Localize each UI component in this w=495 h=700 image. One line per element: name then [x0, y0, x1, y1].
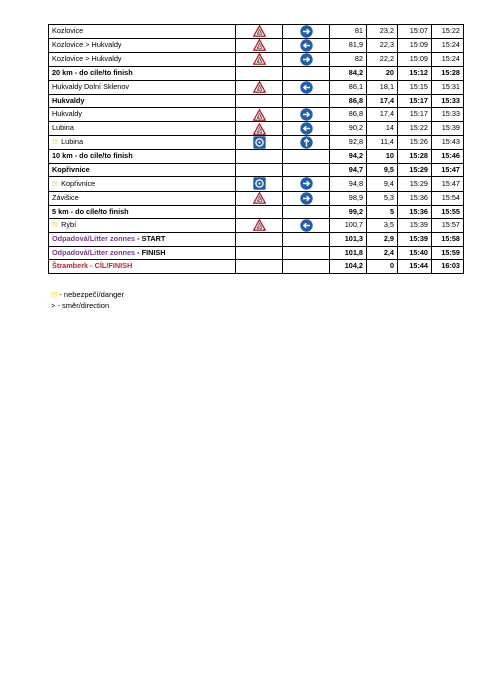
location-name: Lubina [61, 137, 84, 147]
direction-cell [283, 219, 330, 233]
sign-cell [236, 53, 283, 67]
location-name: 10 km - do cíle/to finish [52, 151, 133, 161]
warning-triangle-icon [253, 81, 266, 93]
turn-right-icon [300, 53, 313, 66]
km-cell: 99,2 [330, 205, 367, 219]
fast-time-cell: 15:17 [398, 108, 432, 122]
location-cell [49, 39, 236, 53]
warning-triangle-icon [253, 192, 266, 204]
km-cell: 90,2 [330, 122, 367, 136]
sign-cell [236, 94, 283, 108]
slow-time-cell: 15:22 [432, 25, 464, 39]
sign-cell [236, 191, 283, 205]
slow-time-cell: 15:47 [432, 177, 464, 191]
direction-cell [283, 191, 330, 205]
location-cell [49, 94, 236, 108]
km-cell: 81,9 [330, 39, 367, 53]
legend-danger [51, 290, 124, 301]
location-name: Kopřivnice [61, 178, 96, 188]
fast-time-cell: 15:12 [398, 67, 432, 81]
fast-time-cell: 15:36 [398, 191, 432, 205]
slow-time-cell: 15:33 [432, 108, 464, 122]
remaining-distance-cell: 18,1 [367, 80, 398, 94]
slow-time-cell: 15:39 [432, 122, 464, 136]
location-cell [49, 67, 236, 81]
fast-time-cell: 15:29 [398, 177, 432, 191]
slow-time-cell: 15:47 [432, 163, 464, 177]
route-table-body [49, 25, 464, 274]
location-name: Kozlovice [52, 26, 84, 36]
roundabout-icon [253, 136, 266, 149]
remaining-distance-cell: 14 [367, 122, 398, 136]
km-cell: 86,1 [330, 80, 367, 94]
warning-triangle-icon [253, 53, 266, 65]
turn-right-icon [300, 108, 313, 121]
table-row [49, 108, 464, 122]
direction-cell [283, 150, 330, 164]
slow-time-cell: 15:31 [432, 80, 464, 94]
fast-time-cell: 15:44 [398, 260, 432, 274]
location-cell [49, 80, 236, 94]
direction-cell [283, 205, 330, 219]
table-row [49, 80, 464, 94]
table-row [49, 39, 464, 53]
table-row [49, 53, 464, 67]
location-cell [49, 150, 236, 164]
location-name: Rybí [61, 220, 77, 230]
direction-mark: > [85, 54, 90, 64]
turn-left-icon [300, 39, 313, 52]
sign-cell [236, 163, 283, 177]
location-name-part: Hukvaldy [89, 54, 122, 64]
slow-time-cell: 15:55 [432, 205, 464, 219]
remaining-distance-cell: 22,2 [367, 53, 398, 67]
km-cell: 100,7 [330, 219, 367, 233]
table-row [49, 94, 464, 108]
remaining-distance-cell: 11,4 [367, 136, 398, 150]
remaining-distance-cell: 9,5 [367, 163, 398, 177]
slow-time-cell: 16:03 [432, 260, 464, 274]
km-cell: 94,2 [330, 150, 367, 164]
direction-mark: > [85, 40, 90, 50]
location-cell [49, 122, 236, 136]
remaining-distance-cell: 10 [367, 150, 398, 164]
slow-time-cell: 15:46 [432, 150, 464, 164]
direction-cell [283, 80, 330, 94]
direction-cell [283, 39, 330, 53]
table-row [49, 246, 464, 260]
fast-time-cell: 15:15 [398, 80, 432, 94]
table-row [49, 219, 464, 233]
sign-cell [236, 108, 283, 122]
turn-left-icon [300, 219, 313, 232]
fast-time-cell: 15:28 [398, 150, 432, 164]
sign-cell [236, 246, 283, 260]
location-name: Kopřivnice [52, 164, 90, 174]
sign-cell [236, 67, 283, 81]
remaining-distance-cell: 0 [367, 260, 398, 274]
km-cell: 84,2 [330, 67, 367, 81]
location-cell [49, 219, 236, 233]
sign-cell [236, 219, 283, 233]
location-suffix: - FINISH [135, 247, 166, 257]
slow-time-cell: 15:57 [432, 219, 464, 233]
slow-time-cell: 15:24 [432, 53, 464, 67]
location-suffix: - START [135, 234, 166, 244]
km-cell: 82 [330, 53, 367, 67]
turn-left-icon [300, 122, 313, 135]
fast-time-cell: 15:22 [398, 122, 432, 136]
fast-time-cell: 15:09 [398, 53, 432, 67]
location-cell [49, 191, 236, 205]
location-cell [49, 260, 236, 274]
table-row [49, 25, 464, 39]
table-row [49, 150, 464, 164]
remaining-distance-cell: 17,4 [367, 108, 398, 122]
km-cell: 94,7 [330, 163, 367, 177]
location-name: Hukvaldy [52, 109, 83, 119]
location-name: 20 km - do cíle/to finish [52, 68, 133, 78]
km-cell: 86,8 [330, 94, 367, 108]
legend-danger-text: - nebezpečí/danger [57, 290, 124, 299]
danger-mark: !!! [52, 137, 59, 147]
location-name-part: Hukvaldy [89, 40, 122, 50]
location-cell [49, 108, 236, 122]
warning-triangle-icon [253, 219, 266, 231]
turn-left-icon [300, 81, 313, 94]
km-cell: 81 [330, 25, 367, 39]
warning-triangle-icon [253, 109, 266, 121]
location-cell [49, 53, 236, 67]
remaining-distance-cell: 22,3 [367, 39, 398, 53]
remaining-distance-cell: 3,5 [367, 219, 398, 233]
location-cell [49, 205, 236, 219]
sign-cell [236, 177, 283, 191]
remaining-distance-cell: 2,9 [367, 233, 398, 247]
slow-time-cell: 15:28 [432, 67, 464, 81]
km-cell: 101,8 [330, 246, 367, 260]
km-cell: 94,8 [330, 177, 367, 191]
turn-right-icon [300, 192, 313, 205]
sign-cell [236, 122, 283, 136]
km-cell: 104,2 [330, 260, 367, 274]
danger-mark: !!! [52, 220, 59, 230]
table-row [49, 191, 464, 205]
highlighted-location: Odpadová/Litter zonnes [52, 247, 136, 257]
direction-cell [283, 136, 330, 150]
warning-triangle-icon [253, 123, 266, 135]
turn-straight-icon [300, 136, 313, 149]
legend-direction-mark: > [51, 300, 56, 310]
sign-cell [236, 136, 283, 150]
km-cell: 92,8 [330, 136, 367, 150]
location-name-part: Kozlovice [52, 54, 86, 64]
slow-time-cell: 15:58 [432, 233, 464, 247]
remaining-distance-cell: 9,4 [367, 177, 398, 191]
remaining-distance-cell: 5 [367, 205, 398, 219]
route-table [48, 24, 464, 274]
table-row [49, 260, 464, 274]
direction-cell [283, 122, 330, 136]
highlighted-location: Štramberk - CÍL/FINISH [52, 261, 133, 271]
fast-time-cell: 15:40 [398, 246, 432, 260]
location-name: Hukvaldy [52, 95, 85, 105]
location-name-part: Kozlovice [52, 40, 86, 50]
direction-cell [283, 108, 330, 122]
remaining-distance-cell: 20 [367, 67, 398, 81]
legend [51, 290, 124, 311]
slow-time-cell: 15:54 [432, 191, 464, 205]
legend-danger-mark: !!! [51, 290, 58, 299]
fast-time-cell: 15:36 [398, 205, 432, 219]
direction-cell [283, 177, 330, 191]
location-name: Lubina [52, 123, 74, 133]
table-row [49, 163, 464, 177]
legend-direction-text: - směr/direction [55, 300, 110, 310]
sign-cell [236, 233, 283, 247]
table-row [49, 67, 464, 81]
location-name: Závišice [52, 192, 79, 202]
direction-cell [283, 67, 330, 81]
km-cell: 86,8 [330, 108, 367, 122]
slow-time-cell: 15:59 [432, 246, 464, 260]
sign-cell [236, 205, 283, 219]
direction-cell [283, 246, 330, 260]
direction-cell [283, 25, 330, 39]
direction-cell [283, 53, 330, 67]
fast-time-cell: 15:26 [398, 136, 432, 150]
km-cell: 101,3 [330, 233, 367, 247]
location-name: Hukvaldy Dolní Sklenov [52, 81, 130, 91]
sign-cell [236, 80, 283, 94]
sign-cell [236, 260, 283, 274]
direction-cell [283, 260, 330, 274]
roundabout-icon [253, 177, 266, 190]
table-row [49, 177, 464, 191]
sign-cell [236, 39, 283, 53]
fast-time-cell: 15:07 [398, 25, 432, 39]
km-cell: 98,9 [330, 191, 367, 205]
legend-direction [51, 301, 124, 312]
table-row [49, 122, 464, 136]
location-cell [49, 163, 236, 177]
fast-time-cell: 15:17 [398, 94, 432, 108]
sign-cell [236, 150, 283, 164]
remaining-distance-cell: 23,2 [367, 25, 398, 39]
fast-time-cell: 15:09 [398, 39, 432, 53]
slow-time-cell: 15:43 [432, 136, 464, 150]
sign-cell [236, 25, 283, 39]
warning-triangle-icon [253, 25, 266, 37]
remaining-distance-cell: 2,4 [367, 246, 398, 260]
location-cell [49, 177, 236, 191]
remaining-distance-cell: 5,3 [367, 191, 398, 205]
danger-mark: !!! [52, 178, 59, 188]
fast-time-cell: 15:39 [398, 233, 432, 247]
slow-time-cell: 15:33 [432, 94, 464, 108]
turn-right-icon [300, 25, 313, 38]
turn-right-icon [300, 177, 313, 190]
fast-time-cell: 15:39 [398, 219, 432, 233]
location-cell [49, 233, 236, 247]
highlighted-location: Odpadová/Litter zonnes [52, 234, 136, 244]
fast-time-cell: 15:29 [398, 163, 432, 177]
direction-cell [283, 163, 330, 177]
location-cell [49, 246, 236, 260]
location-cell [49, 136, 236, 150]
table-row [49, 233, 464, 247]
warning-triangle-icon [253, 39, 266, 51]
remaining-distance-cell: 17,4 [367, 94, 398, 108]
location-cell [49, 25, 236, 39]
table-row [49, 205, 464, 219]
table-row [49, 136, 464, 150]
slow-time-cell: 15:24 [432, 39, 464, 53]
direction-cell [283, 233, 330, 247]
location-name: 5 km - do cíle/to finish [52, 206, 129, 216]
direction-cell [283, 94, 330, 108]
